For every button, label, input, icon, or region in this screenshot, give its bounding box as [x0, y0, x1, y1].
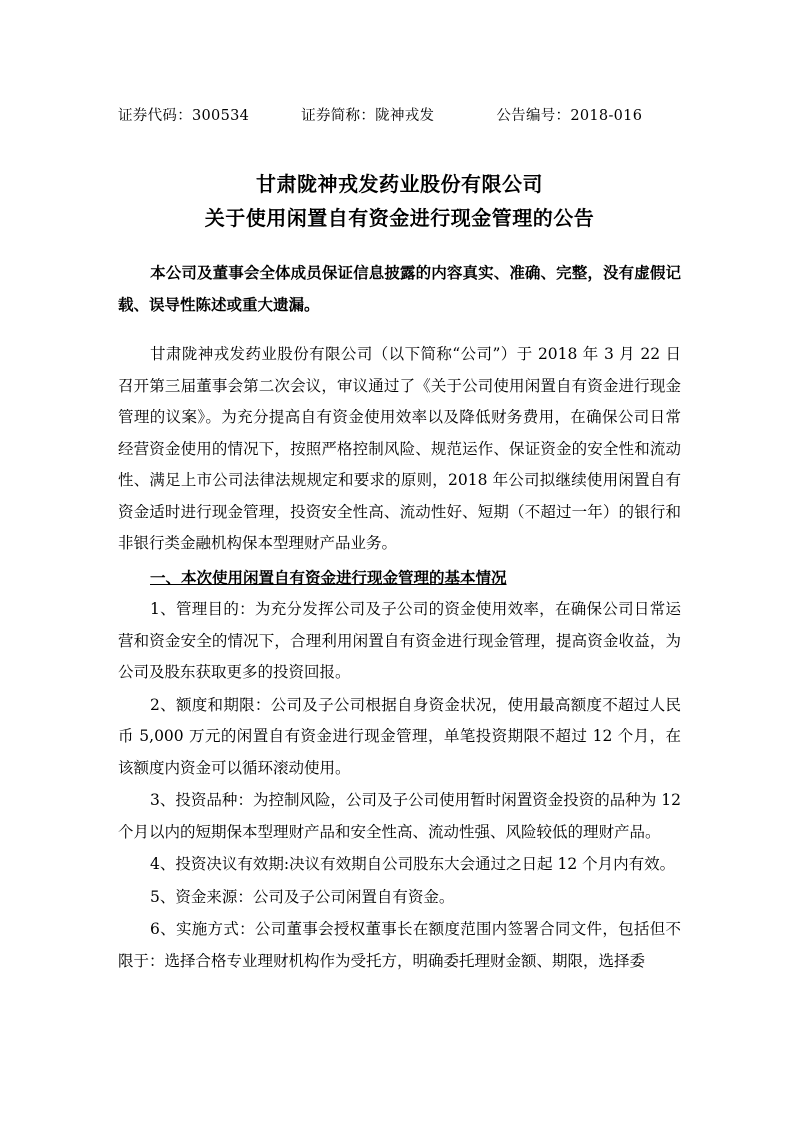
page-title-line-1: 甘肃陇神戎发药业股份有限公司 — [256, 172, 543, 196]
document-header — [118, 104, 681, 125]
security-name: 证券简称：陇神戎发 — [301, 108, 435, 124]
paragraph-item-2: 2、额度和期限：公司及子公司根据自身资金状况，使用最高额度不超过人民币 5,000 万元的闲置自有资金进行现金管理，单笔投资期限不超过 12 个月，在该额度内资金可以循环滚动使用。 — [118, 695, 681, 777]
security-code: 证券代码：300534 — [118, 108, 250, 124]
paragraph-intro: 甘肃陇神戎发药业股份有限公司（以下简称“公司”）于 2018 年 3 月 22 日召开第三届董事会第二次会议，审议通过了《关于公司使用闲置自有资金进行现金管理的议案》。为充分提高自有资金使用效率以及降低财务费用，在确保公司日常经营资金使用的情况下，按照严格控制风险、规范运作、保证资金的安全性和流动性、满足上市公司法律法规规定和要求的原则，2018 年公司拟继续使用闲置自有资金适时进行现金管理，投资安全性高、流动性好、短期（不超过一年）的银行和非银行类金融机构保本型理财产品业务。 — [118, 345, 681, 552]
page-title-line-2: 关于使用闲置自有资金进行现金管理的公告 — [204, 206, 595, 230]
paragraph-item-6: 6、实施方式：公司董事会授权董事长在额度范围内签署合同文件，包括但不限于：选择合格专业理财机构作为受托方，明确委托理财金额、期限，选择委 — [118, 920, 681, 970]
announcement-number: 公告编号：2018-016 — [496, 108, 643, 124]
paragraph-item-4: 4、投资决议有效期:决议有效期自公司股东大会通过之日起 12 个月内有效。 — [150, 855, 676, 873]
disclaimer-text: 本公司及董事会全体成员保证信息披露的内容真实、准确、完整，没有虚假记载、误导性陈述或重大遗漏。 — [118, 263, 681, 314]
paragraph-item-1: 1、管理目的：为充分发挥公司及子公司的资金使用效率，在确保公司日常运营和资金安全的情况下，合理利用闲置自有资金进行现金管理，提高资金收益，为公司及股东获取更多的投资回报。 — [118, 600, 681, 681]
section-heading-1: 一、本次使用闲置自有资金进行现金管理的基本情况 — [150, 567, 507, 587]
page-title — [118, 167, 681, 235]
document-content — [118, 104, 681, 978]
paragraph-item-5: 5、资金来源：公司及子公司闲置自有资金。 — [150, 887, 455, 906]
disclaimer-notice — [118, 257, 681, 321]
paragraph-item-3: 3、投资品种：为控制风险，公司及子公司使用暂时闲置资金投资的品种为 12 个月以内的短期保本型理财产品和安全性高、流动性强、风险较低的理财产品。 — [118, 791, 681, 841]
